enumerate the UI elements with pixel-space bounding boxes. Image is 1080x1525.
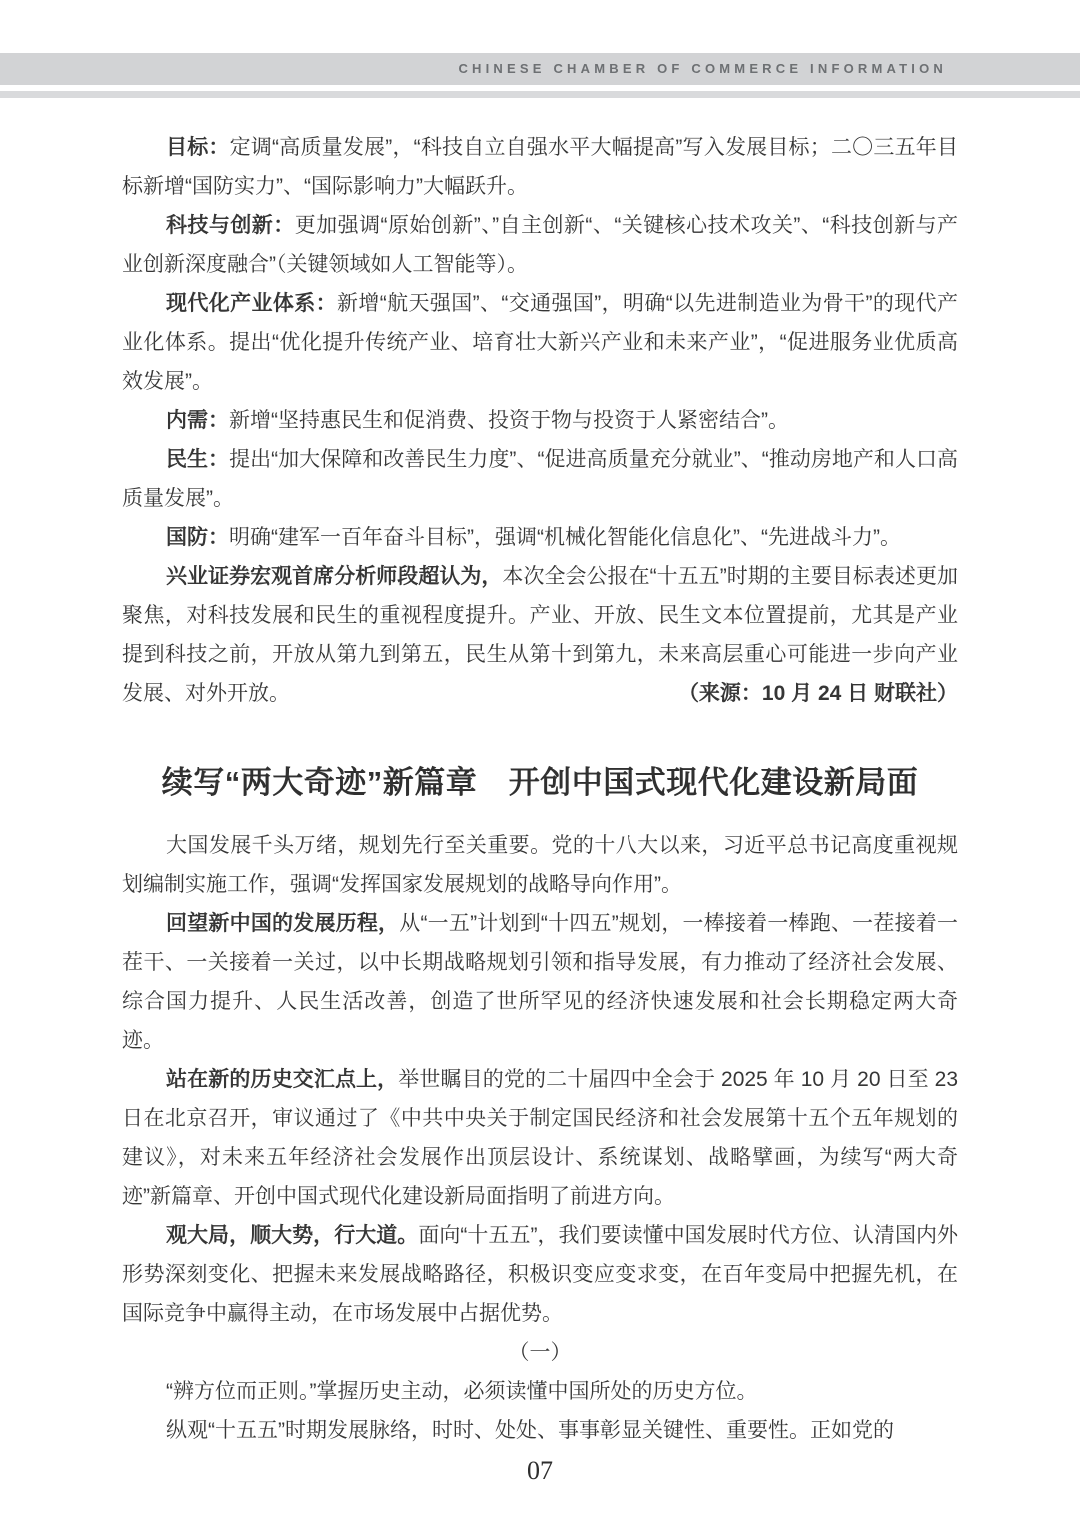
paragraph-text: 大国发展千头万绪，规划先行至关重要。党的十八大以来，习近平总书记高度重视规划编制实施工作，强调“发挥国家发展规划的战略导向作用”。 [122, 834, 958, 896]
article-policy-summary [122, 128, 958, 713]
paragraph-planning-importance [122, 826, 958, 904]
paragraph-tech-innovation [122, 206, 958, 284]
paragraph-orientation [122, 1372, 958, 1411]
paragraph-text: 新增“航天强国”、“交通强国”，明确“以先进制造业为骨干”的现代产业化体系。提出“优化提升传统产业、培育壮大新兴产业和未来产业”，“促进服务业优质高效发展”。 [122, 292, 958, 393]
header-banner-rule [0, 91, 1080, 98]
paragraph-lead: 兴业证券宏观首席分析师段超认为， [166, 565, 503, 588]
paragraph-analyst-comment [122, 557, 958, 713]
paragraph-text: 新增“坚持惠民生和促消费、投资于物与投资于人紧密结合”。 [229, 409, 789, 432]
paragraph-text: 纵观“十五五”时期发展脉络，时时、处处、事事彰显关键性、重要性。正如党的 [166, 1419, 894, 1442]
paragraph-lead: 民生： [166, 448, 230, 471]
paragraph-livelihood [122, 440, 958, 518]
paragraph-lead: 回望新中国的发展历程， [166, 912, 400, 935]
paragraph-text: 定调“高质量发展”，“科技自立自强水平大幅提高”写入发展目标；二〇三五年目标新增“国防实力”、“国际影响力”大幅跃升。 [122, 136, 958, 198]
paragraph-text: 举世瞩目的党的二十届四中全会于 2025 年 10 月 20 日至 23 日在北京召开，审议通过了《中共中央关于制定国民经济和社会发展第十五个五年规划的建议》，对未来五年经济社会发展作出顶层设计、系统谋划、战略擘画，为续写“两大奇迹”新篇章、开创中国式现代化建设新局面指明了前进方向。 [122, 1068, 958, 1208]
paragraph-overview [122, 1411, 958, 1450]
paragraph-domestic-demand [122, 401, 958, 440]
paragraph-lead: 现代化产业体系： [166, 292, 338, 315]
paragraph-text: 本次全会公报在“十五五”时期的主要目标表述更加聚焦，对科技发展和民生的重视程度提升。产业、开放、民生文本位置提前，尤其是产业提到科技之前，开放从第九到第五，民生从第十到第九，未来高层重心可能进一步向产业发展、对外开放。 [122, 565, 958, 705]
header-banner [0, 53, 1080, 85]
paragraph-lead: 观大局，顺大势，行大道。 [166, 1224, 419, 1247]
paragraph-defense [122, 518, 958, 557]
paragraph-text: 从“一五”计划到“十四五”规划，一棒接着一棒跑、一茬接着一茬干、一关接着一关过，以中长期战略规划引领和指导发展，有力推动了经济社会发展、综合国力提升、人民生活改善，创造了世所罕见的经济快速发展和社会长期稳定两大奇迹。 [122, 912, 958, 1052]
page-number: 07 [527, 1456, 553, 1485]
page-content [122, 98, 958, 1450]
paragraph-lead: 国防： [166, 526, 229, 549]
paragraph-text: 更加强调“原始创新”、”自主创新“、“关键核心技术攻关”、“科技创新与产业创新深度融合”（关键领域如人工智能等）。 [122, 214, 959, 276]
section-marker: （一） [508, 1341, 572, 1364]
paragraph-goals [122, 128, 958, 206]
paragraph-text: 提出“加大保障和改善民生力度”、“促进高质量充分就业”、“推动房地产和人口高质量发展”。 [122, 448, 958, 510]
paragraph-plenum-session [122, 1060, 958, 1216]
paragraph-lead: 站在新的历史交汇点上， [166, 1068, 399, 1091]
paragraph-industry-system [122, 284, 958, 401]
paragraph-history-review [122, 904, 958, 1060]
paragraph-lead: 内需： [166, 409, 229, 432]
paragraph-lead: 目标： [166, 136, 230, 159]
paragraph-text: 面向“十五五”，我们要读懂中国发展时代方位、认清国内外形势深刻变化、把握未来发展战略路径，积极识变应变求变，在百年变局中把握先机，在国际竞争中赢得主动，在市场发展中占据优势。 [122, 1224, 959, 1325]
paragraph-lead: 科技与创新： [166, 214, 295, 237]
paragraph-big-picture [122, 1216, 958, 1333]
paragraph-text: 明确“建军一百年奋斗目标”，强调“机械化智能化信息化”、“先进战斗力”。 [229, 526, 901, 549]
article-headline: 续写“两大奇迹”新篇章 开创中国式现代化建设新局面 [161, 765, 919, 800]
paragraph-text: “辨方位而正则。”掌握历史主动，必须读懂中国所处的历史方位。 [166, 1380, 758, 1403]
source-attribution: （来源：10 月 24 日 财联社） [677, 682, 958, 705]
article-two-miracles [122, 761, 958, 1450]
header-banner-text: CHINESE CHAMBER OF COMMERCE INFORMATION [458, 61, 947, 76]
